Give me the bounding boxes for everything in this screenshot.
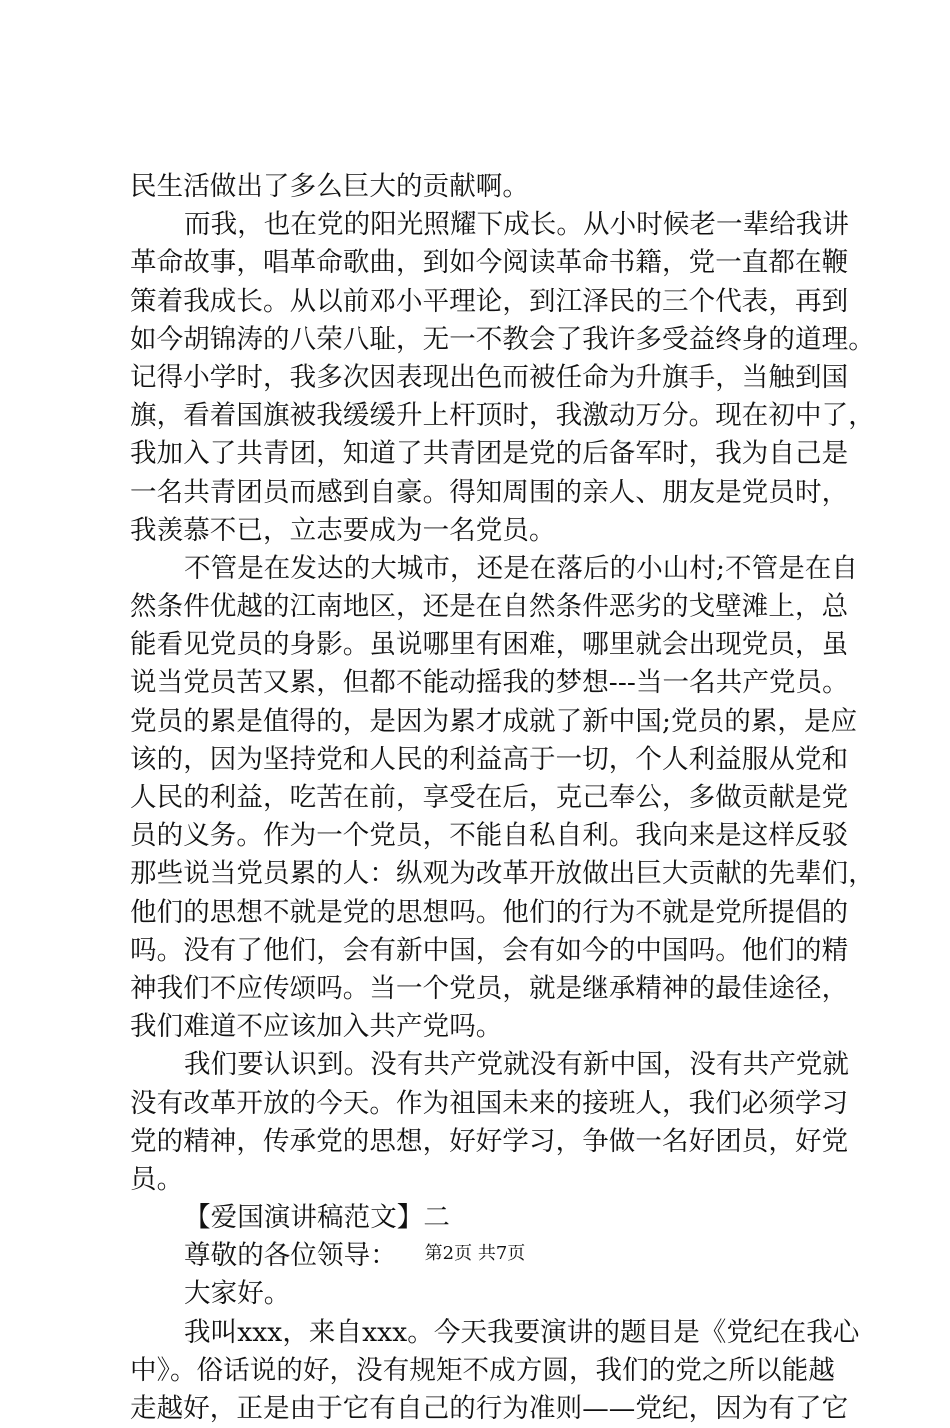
text-line: 我加入了共青团，知道了共青团是党的后备军时，我为自己是 xyxy=(130,438,849,470)
text-line: 革命故事，唱革命歌曲，到如今阅读革命书籍，党一直都在鞭 xyxy=(130,247,849,279)
text-line: 民生活做出了多么巨大的贡献啊。 xyxy=(130,171,529,202)
section-heading: 【爱国演讲稿范文】二 xyxy=(184,1202,450,1234)
salutation: 尊敬的各位领导： xyxy=(184,1240,397,1272)
text-line: 能看见党员的身影。虽说哪里有困难，哪里就会出现党员，虽 xyxy=(130,629,849,661)
text-line: 人民的利益，吃苦在前，享受在后，克己奉公，多做贡献是党 xyxy=(130,782,849,813)
document-body xyxy=(130,168,875,1428)
text-line: 他们的思想不就是党的思想吗。他们的行为不就是党所提倡的 xyxy=(130,896,849,928)
text-line: 我叫xxx，来自xxx。今天我要演讲的题目是《党纪在我心 xyxy=(184,1316,860,1348)
text-line: 员。 xyxy=(130,1163,184,1195)
text-line: 我们难道不应该加入共产党吗。 xyxy=(130,1011,503,1043)
text-line: 该的，因为坚持党和人民的利益高于一切，个人利益服从党和 xyxy=(130,743,849,775)
text-line: 我羡慕不已，立志要成为一名党员。 xyxy=(130,514,556,546)
text-line: 党员的累是值得的，是因为累才成就了新中国;党员的累，是应 xyxy=(130,705,858,737)
greeting: 大家好。 xyxy=(184,1278,291,1310)
text-line: 如今胡锦涛的八荣八耻，无一不教会了我许多受益终身的道理。 xyxy=(130,323,875,355)
text-line: 说当党员苦又累，但都不能动摇我的梦想---当一名共产党员。 xyxy=(130,667,849,699)
text-line: 吗。没有了他们，会有新中国，会有如今的中国吗。他们的精 xyxy=(130,934,849,966)
text-line: 旗，看着国旗被我缓缓升上杆顶时，我激动万分。现在初中了， xyxy=(130,400,875,432)
text-line: 党的精神，传承党的思想，好好学习，争做一名好团员，好党 xyxy=(130,1125,849,1157)
text-line: 记得小学时，我多次因表现出色而被任命为升旗手，当触到国 xyxy=(130,361,849,393)
text-line: 一名共青团员而感到自豪。得知周围的亲人、朋友是党员时， xyxy=(130,476,849,508)
text-line: 没有改革开放的今天。作为祖国未来的接班人，我们必须学习 xyxy=(130,1087,849,1119)
text-line: 不管是在发达的大城市，还是在落后的小山村;不管是在自 xyxy=(184,552,859,584)
text-line: 策着我成长。从以前邓小平理论，到江泽民的三个代表，再到 xyxy=(130,285,849,317)
text-line: 然条件优越的江南地区，还是在自然条件恶劣的戈壁滩上，总 xyxy=(130,591,849,623)
page-number-footer: 第2页 共7页 xyxy=(424,1243,526,1264)
text-line: 中》。俗话说的好，没有规矩不成方圆，我们的党之所以能越 xyxy=(130,1354,835,1386)
text-line: 那些说当党员累的人：纵观为改革开放做出巨大贡献的先辈们， xyxy=(130,858,875,890)
text-line: 走越好，正是由于它有自己的行为准则——党纪，因为有了它 xyxy=(130,1393,849,1424)
text-line: 员的义务。作为一个党员，不能自私自利。我向来是这样反驳 xyxy=(130,820,849,852)
text-line: 而我，也在党的阳光照耀下成长。从小时候老一辈给我讲 xyxy=(184,209,849,241)
text-line: 神我们不应传颂吗。当一个党员，就是继承精神的最佳途径， xyxy=(130,972,849,1004)
text-line: 我们要认识到。没有共产党就没有新中国，没有共产党就 xyxy=(184,1049,849,1081)
